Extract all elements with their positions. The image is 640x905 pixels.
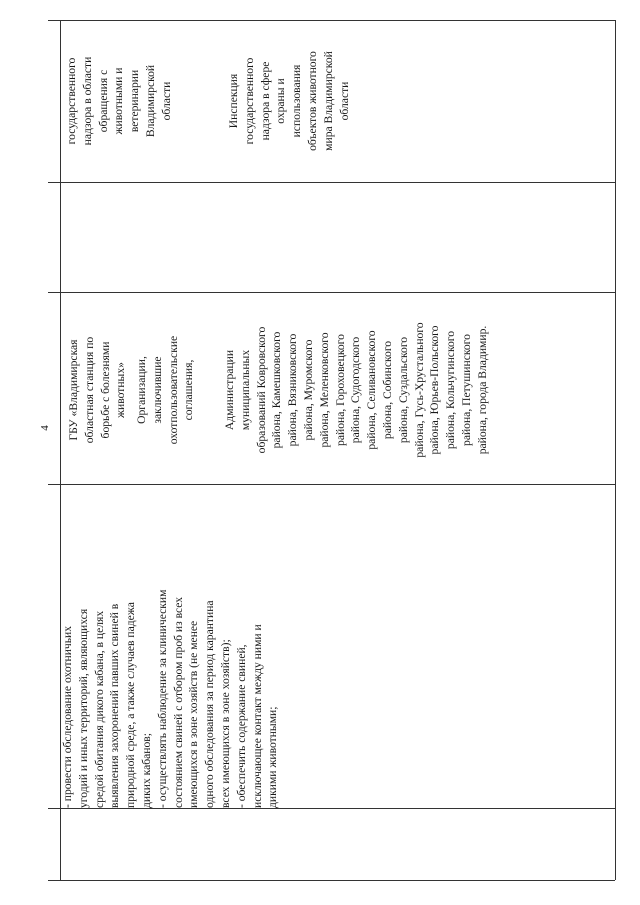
supervisor-line: обращения с (96, 69, 110, 133)
measure-line: исключающее контакт между ними и (250, 624, 264, 808)
measures-table (48, 20, 615, 880)
executors-cell-administrations (222, 300, 491, 480)
measure-line: одного обследования за период карантина (203, 600, 217, 808)
measure-line: дикими животными; (266, 706, 280, 808)
executor-line: животных» (114, 362, 128, 418)
executor-line: района, Муромского (301, 339, 315, 441)
supervisor-line: животными и (112, 67, 126, 135)
executor-line: района, Гусь-Хрустального (412, 322, 426, 458)
measure-line: - обеспечить содержание свиней, (234, 644, 248, 808)
measure-line: всех имеющихся в зоне хозяйств); (218, 639, 232, 808)
executor-line: района, города Владимир. (475, 325, 489, 455)
supervisor-line: государственного (242, 57, 256, 145)
measure-line: имеющихся в зоне хозяйств (не менее (187, 620, 201, 808)
measures-cell (60, 488, 281, 808)
measure-line: - провести обследование охотничьих (61, 625, 74, 808)
executor-line: заключившие (150, 356, 164, 424)
executor-line: охотпользовательские (166, 335, 180, 445)
executor-line: борьбе с болезнями (98, 341, 112, 439)
supervisor-line: Инспекция (227, 73, 240, 129)
column-divider-measures (48, 808, 615, 809)
measure-line: состоянием свиней с отбором проб из всех (171, 596, 185, 808)
executor-line: ГБУ «Владимирская (67, 339, 80, 441)
executor-line: района, Камешковского (270, 331, 284, 449)
column-divider-supervisors (48, 182, 615, 183)
executors-cell-gbu (66, 300, 129, 480)
supervisor-line: использования (290, 64, 304, 138)
executor-line: района, Суздальского (396, 336, 410, 444)
column-divider-deadline (48, 292, 615, 293)
supervisor-line: охраны и (274, 78, 288, 124)
column-divider-executors (48, 484, 615, 485)
executor-line: района, Судогодского (349, 336, 363, 444)
measure-line: - осуществлять наблюдение за клиническим (155, 589, 169, 808)
supervisor-line: надзора в области (80, 56, 94, 146)
supervisor-line: надзора в сфере (258, 61, 272, 141)
executor-line: района, Юрьев-Польского (428, 325, 442, 455)
executor-line: муниципальных (238, 349, 252, 431)
measure-line: выявления захоронений павших свиней в (108, 603, 122, 808)
supervisor-line: Владимирской (143, 64, 157, 138)
supervisor-line: ветеринарии (128, 69, 142, 133)
table-border-right (615, 20, 616, 880)
supervisor-cell-vet (64, 22, 175, 180)
executor-line: образований Ковровского (254, 326, 268, 454)
executor-line: района, Селивановского (365, 330, 379, 450)
executor-line: Администрации (223, 349, 236, 431)
supervisor-line: мира Владимирской (321, 51, 335, 151)
supervisor-line: области (159, 81, 173, 121)
executor-line: района, Меленковского (317, 332, 331, 448)
table-border-top (48, 20, 615, 21)
supervisor-line: объектов животного (305, 51, 319, 151)
measure-line: природной среде, а также случаев падежа (124, 602, 138, 808)
supervisor-line: области (337, 81, 351, 121)
measure-line: диких кабанов; (139, 733, 153, 808)
table-border-bottom (48, 880, 615, 881)
executor-line: района, Гороховецкого (333, 334, 347, 446)
executor-line: района, Собинского (380, 340, 394, 440)
executor-line: района, Кольчугинского (444, 330, 458, 450)
executor-line: соглашения, (182, 359, 196, 421)
measure-line: угодий и иных территорий, являющихся (76, 608, 90, 808)
supervisor-cell-wildlife (226, 22, 352, 180)
supervisor-line: государственного (65, 57, 78, 145)
executor-line: района, Петушинского (459, 334, 473, 446)
page-number: 4 (39, 425, 51, 431)
executors-cell-organizations (134, 300, 197, 480)
executor-line: района, Вязниковского (286, 333, 300, 447)
measure-line: средой обитания дикого кабана, в целях (92, 610, 106, 808)
executor-line: Организации, (135, 356, 148, 424)
executor-line: областная станция по (82, 336, 96, 444)
